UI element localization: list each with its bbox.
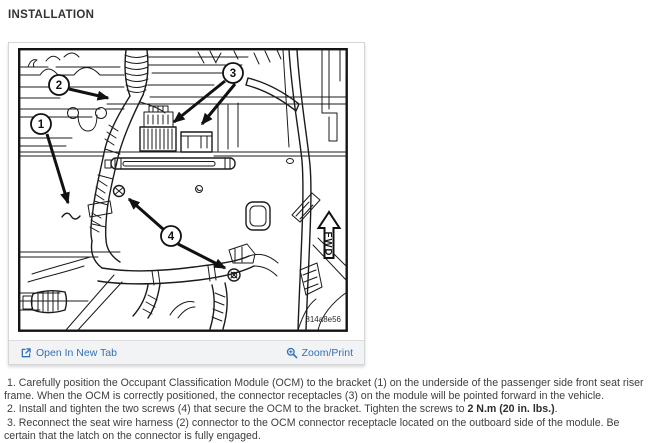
ocm-installation-diagram xyxy=(18,48,348,332)
svg-text:2: 2 xyxy=(55,80,63,92)
diagram-border xyxy=(19,49,347,331)
svg-text:4: 4 xyxy=(167,231,175,243)
figure-code: 814a8e56 xyxy=(305,315,341,324)
open-in-new-icon xyxy=(20,347,32,359)
diagram-image xyxy=(9,43,364,340)
image-viewer xyxy=(8,42,365,365)
open-in-new-tab-label: Open In New Tab xyxy=(36,346,117,359)
fwd-label: FWD xyxy=(322,231,334,257)
zoom-print-label: Zoom/Print xyxy=(301,346,353,359)
page-title: INSTALLATION xyxy=(8,9,95,21)
callout-2 xyxy=(49,75,69,95)
zoom-print-link[interactable] xyxy=(286,347,353,359)
svg-text:3: 3 xyxy=(229,68,237,80)
step-2: 2. Install and tighten the two screws (4) that secure the OCM to the bracket. Tighten the screws to 2 N.m (20 in. lbs.). xyxy=(7,403,558,416)
magnifier-icon xyxy=(286,347,298,359)
installation-steps xyxy=(4,377,646,443)
callout-1 xyxy=(31,114,51,134)
step-3: 3. Reconnect the seat wire harness (2) connector to the OCM connector receptacle located on the outboard side of the module. Be certain that the latch on the connector is fully engaged. xyxy=(4,416,620,442)
callout-4 xyxy=(161,226,181,246)
svg-text:1: 1 xyxy=(37,119,45,131)
viewer-toolbar xyxy=(9,340,364,364)
step-1: 1. Carefully position the Occupant Classification Module (OCM) to the bracket (1) on the underside of the passenger side front seat riser frame. When the OCM is correctly positioned, the connector receptacles (3) on the module will be pointed forward in the vehicle. xyxy=(4,377,644,403)
open-in-new-tab-link[interactable] xyxy=(20,347,117,359)
callout-3 xyxy=(223,63,243,83)
